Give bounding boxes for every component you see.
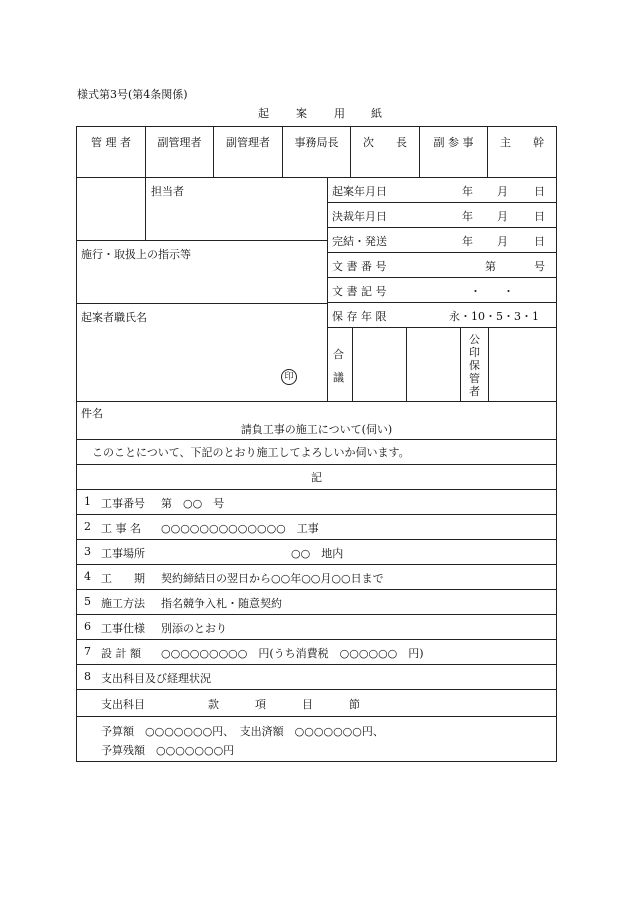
title-char-2: 案 [296, 107, 307, 120]
item-number: 8 [84, 670, 91, 683]
budget-setsu-label: 節 [349, 698, 360, 711]
bunsho-kigou-value: ・ ・ [470, 285, 514, 298]
kessai-month: 月 [497, 210, 508, 223]
item-value: 第 ○○ 号 [161, 497, 225, 510]
item-label: 施工方法 [101, 597, 145, 610]
subject-label: 件名 [81, 407, 103, 420]
kessai-year: 年 [462, 210, 473, 223]
item-value: 契約締結日の翌日から○○年○○月○○日まで [161, 572, 384, 585]
drafter-label: 起案者職氏名 [81, 311, 147, 324]
approver-fukukanrisha-2: 副管理者 [226, 136, 270, 149]
kessai-label: 決裁年月日 [332, 210, 387, 223]
item-value: ○○ 地内 [291, 547, 344, 560]
kanketsu-day: 日 [534, 235, 545, 248]
kouin-char-3: 保 [469, 359, 480, 372]
approver-jicho: 次 長 [363, 136, 407, 149]
kouin-char-2: 印 [469, 346, 480, 359]
ki-heading: 記 [311, 471, 322, 484]
budget-kou-label: 項 [255, 698, 266, 711]
approver-kanrisha: 管 理 者 [91, 136, 131, 149]
seal-mark: 印 [281, 369, 297, 385]
bunsho-bangou-dai: 第 [485, 260, 496, 273]
subject-value: 請負工事の施工について(伺い) [240, 423, 393, 436]
bunsho-bangou-gou: 号 [534, 260, 545, 273]
kian-month: 月 [497, 185, 508, 198]
item-number: 3 [84, 545, 91, 558]
kouin-char-1: 公 [469, 333, 480, 346]
item-label: 支出科目及び経理状況 [101, 672, 211, 685]
item-number: 1 [84, 495, 91, 508]
kessai-day: 日 [534, 210, 545, 223]
budget-account-label: 支出科目 [101, 698, 145, 711]
item-label: 工事仕様 [101, 622, 145, 635]
kian-day: 日 [534, 185, 545, 198]
approver-fukusanji: 副 参 事 [433, 136, 474, 149]
item-number: 7 [84, 645, 91, 658]
item-number: 2 [84, 520, 91, 533]
approver-shukan: 主 幹 [500, 136, 544, 149]
tantousha-label: 担当者 [151, 185, 184, 198]
hozon-nengen-value: 永・10・5・3・1 [449, 310, 539, 323]
item-value: 指名競争入札・随意契約 [161, 597, 282, 610]
approver-fukukanrisha-1: 副管理者 [157, 136, 202, 149]
budget-kan-label: 款 [208, 698, 219, 711]
request-text: このことについて、下記のとおり施工してよろしいか伺います。 [92, 446, 410, 459]
item-value: 別添のとおり [161, 622, 227, 635]
item-label: 工事場所 [101, 547, 145, 560]
gougi-char-2: 議 [333, 371, 344, 384]
kanketsu-month: 月 [497, 235, 508, 248]
item-value: ○○○○○○○○○○○○○ 工事 [161, 522, 319, 535]
bunsho-kigou-label: 文 書 記 号 [332, 285, 387, 298]
budget-line-2: 予算残額 ○○○○○○○円 [101, 744, 235, 757]
kian-year: 年 [462, 185, 473, 198]
kian-label: 起案年月日 [332, 185, 387, 198]
item-label: 工 期 [101, 572, 145, 585]
kanketsu-label: 完結・発送 [332, 235, 387, 248]
budget-line-1: 予算額 ○○○○○○○円、 支出済額 ○○○○○○○円、 [101, 725, 384, 738]
kouin-char-4: 管 [469, 372, 480, 385]
approver-jimukyokucho: 事務局長 [294, 136, 339, 149]
title-char-4: 紙 [371, 107, 382, 120]
item-label: 工 事 名 [101, 522, 141, 535]
bunsho-bangou-label: 文 書 番 号 [332, 260, 387, 273]
title-char-3: 用 [334, 107, 345, 120]
title-char-1: 起 [258, 107, 269, 120]
item-number: 4 [84, 570, 91, 583]
form-number: 様式第3号(第4条関係) [77, 88, 188, 101]
instructions-label: 施行・取扱上の指示等 [81, 248, 191, 261]
item-label: 設 計 額 [101, 647, 141, 660]
item-value: ○○○○○○○○○ 円(うち消費税 ○○○○○○ 円) [161, 647, 424, 660]
hozon-nengen-label: 保 存 年 限 [332, 310, 387, 323]
gougi-char-1: 合 [333, 348, 344, 361]
kouin-char-5: 者 [469, 385, 480, 398]
budget-moku-label: 目 [302, 698, 313, 711]
item-number: 5 [84, 595, 91, 608]
item-label: 工事番号 [101, 497, 145, 510]
kanketsu-year: 年 [462, 235, 473, 248]
item-number: 6 [84, 620, 91, 633]
